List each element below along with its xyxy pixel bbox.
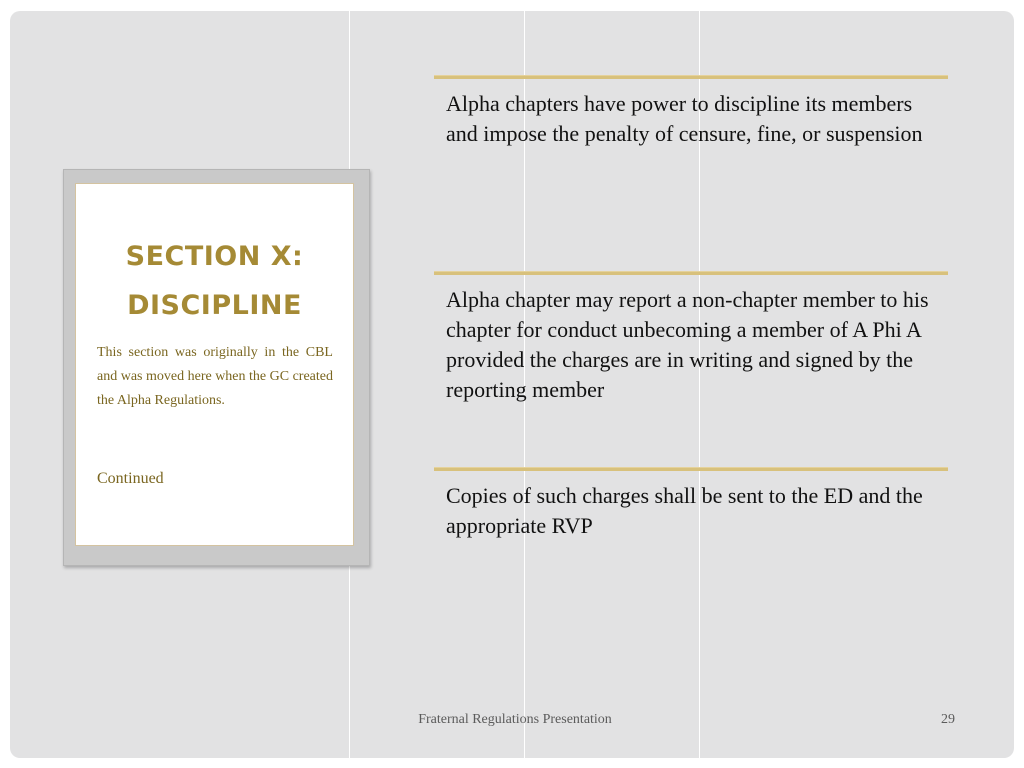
accent-rule: [434, 467, 948, 471]
bullet-text: Alpha chapter may report a non-chapter member to his chapter for conduct unbecoming a member of A Phi A provided the charges are in writing and signed by the reporting member: [446, 287, 929, 402]
accent-rule: [434, 75, 948, 79]
continued-label: Continued: [97, 470, 164, 487]
page-number: 29: [941, 712, 955, 727]
accent-rule: [434, 271, 948, 275]
bullet-point: [434, 75, 948, 149]
footer-text: Fraternal Regulations Presentation: [418, 712, 612, 727]
slide-title: SECTION X: DISCIPLINE: [125, 241, 304, 321]
title-card-inner: [75, 183, 354, 546]
bullet-point: [434, 271, 948, 405]
section-description: This section was originally in the CBL and was moved here when the GC created the Alpha Regulations.: [97, 345, 333, 408]
bullet-text: Copies of such charges shall be sent to the ED and the appropriate RVP: [446, 483, 923, 538]
slide: [10, 11, 1014, 758]
bullet-point: [434, 467, 948, 541]
bullet-text: Alpha chapters have power to discipline its members and impose the penalty of censure, fine, or suspension: [446, 91, 923, 146]
title-card: [63, 169, 370, 566]
